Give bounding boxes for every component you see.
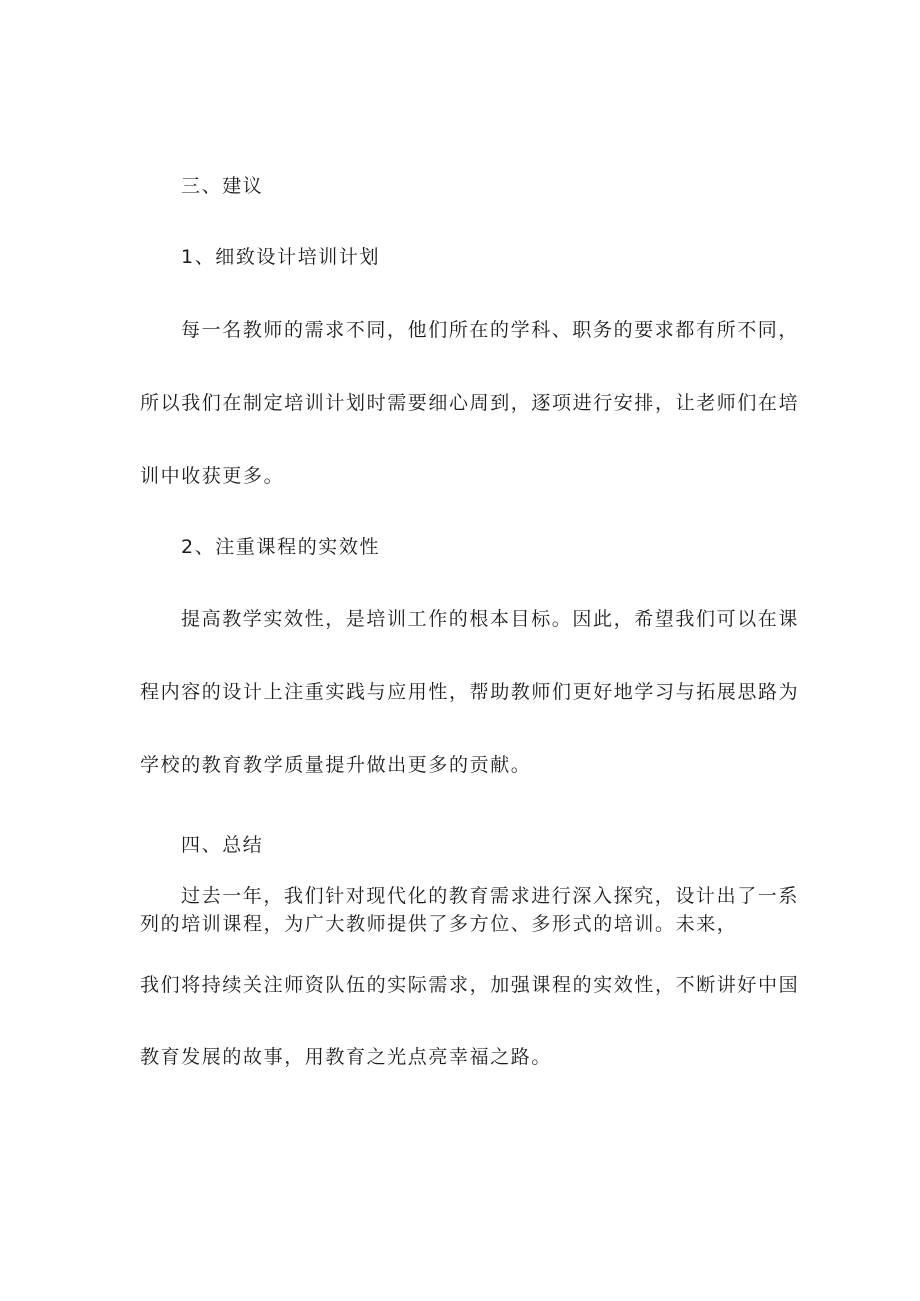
- paragraph-line: 列的培训课程，为广大教师提供了多方位、多形式的培训。未来，: [140, 913, 738, 935]
- section-heading: 四、总结: [181, 834, 264, 856]
- paragraph-line: 训中收获更多。: [140, 465, 285, 487]
- paragraph-line: 每一名教师的需求不同，他们所在的学科、职务的要求都有所不同，: [181, 319, 800, 341]
- paragraph-line: 过去一年，我们针对现代化的教育需求进行深入探究，设计出了一系: [181, 885, 800, 907]
- paragraph-line: 教育发展的故事，用教育之光点亮幸福之路。: [140, 1046, 553, 1068]
- paragraph-line: 所以我们在制定培训计划时需要细心周到，逐项进行安排，让老师们在培: [140, 392, 800, 414]
- paragraph-line: 我们将持续关注师资队伍的实际需求，加强课程的实效性，不断讲好中国: [140, 974, 800, 996]
- paragraph-line: 学校的教育教学质量提升做出更多的贡献。: [140, 754, 532, 776]
- paragraph-line: 提高教学实效性，是培训工作的根本目标。因此，希望我们可以在课: [181, 608, 800, 630]
- item-heading: 1、细致设计培训计划: [181, 246, 381, 268]
- paragraph-line: 程内容的设计上注重实践与应用性，帮助教师们更好地学习与拓展思路为: [140, 681, 800, 703]
- section-heading: 三、建议: [181, 175, 264, 197]
- item-heading: 2、注重课程的实效性: [181, 536, 381, 558]
